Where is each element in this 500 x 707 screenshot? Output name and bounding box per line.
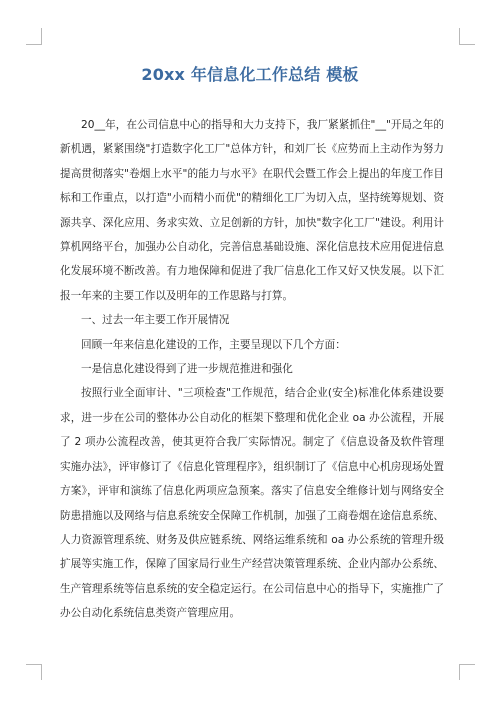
subheading-1: 一是信息化建设得到了进一步规范推进和强化 <box>81 363 293 376</box>
document-body <box>60 113 444 626</box>
paragraph-review: 回顾一年来信息化建设的工作，主要呈现以下几个方面： <box>81 338 346 351</box>
document-title: 20xx 年信息化工作总结 模板 <box>141 65 359 84</box>
crop-mark-top-right <box>459 44 475 45</box>
crop-mark-top-left <box>41 28 42 44</box>
crop-mark-top-left <box>26 44 42 45</box>
crop-mark-bottom-right <box>459 664 460 680</box>
section-heading-1: 一、过去一年主要工作开展情况 <box>81 314 230 327</box>
crop-mark-bottom-left <box>26 664 42 665</box>
crop-mark-bottom-left <box>41 664 42 680</box>
crop-mark-bottom-right <box>459 664 475 665</box>
paragraph-details: 按照行业全面审计、"三项检查"工作规范，结合企业(安全)标准化体系建设要求，进一步在公司的整体办公自动化的框架下整理和优化企业 oa 办公流程，开展了 2 项办公流程改善，使其更符合我厂实际情况。制定了《信息设备及软件管理实施办法》，评审修订了《信息化管理程序》，组织制订了《信息中心机房现场处置方案》，评审和演练了信息化两项应急预案。落实了信息安全维修计划与网络安全防患措施以及网络与信息系统安全保障工作机制，加强了工商卷烟在途信息系统、人力资源管理系统、财务及供应链系统、网络运维系统和 oa 办公系统的管理升级扩展等实施工作，保障了国家局行业生产经营决策管理系统、企业内部办公系统、生产管理系统等信息系统的安全稳定运行。在公司信息中心的指导下，实施推广了办公自动化系统信息类资产管理应用。 <box>60 387 444 620</box>
paragraph-intro: 20__年，在公司信息中心的指导和大力支持下，我厂紧紧抓住"__"开局之年的新机遇，紧紧围绕"打造数字化工厂"总体方针，和刘厂长《应势而上主动作为努力提高贯彻落实"卷烟上水平"的能力与水平》在职代会暨工作会上提出的年度工作目标和工作重点，以打造"小而精小而优"的精细化工厂为切入点，坚持统筹规划、资源共享、深化应用、务求实效、立足创新的方针，加快"数字化工厂"建设。利用计算机网络平台，加强办公自动化，完善信息基础设施、深化信息技术应用促进信息化发展环境不断改善。有力地保障和促进了我厂信息化工作又好又快发展。以下汇报一年来的主要工作以及明年的工作思路与打算。 <box>60 119 444 302</box>
crop-mark-top-right <box>459 28 460 44</box>
